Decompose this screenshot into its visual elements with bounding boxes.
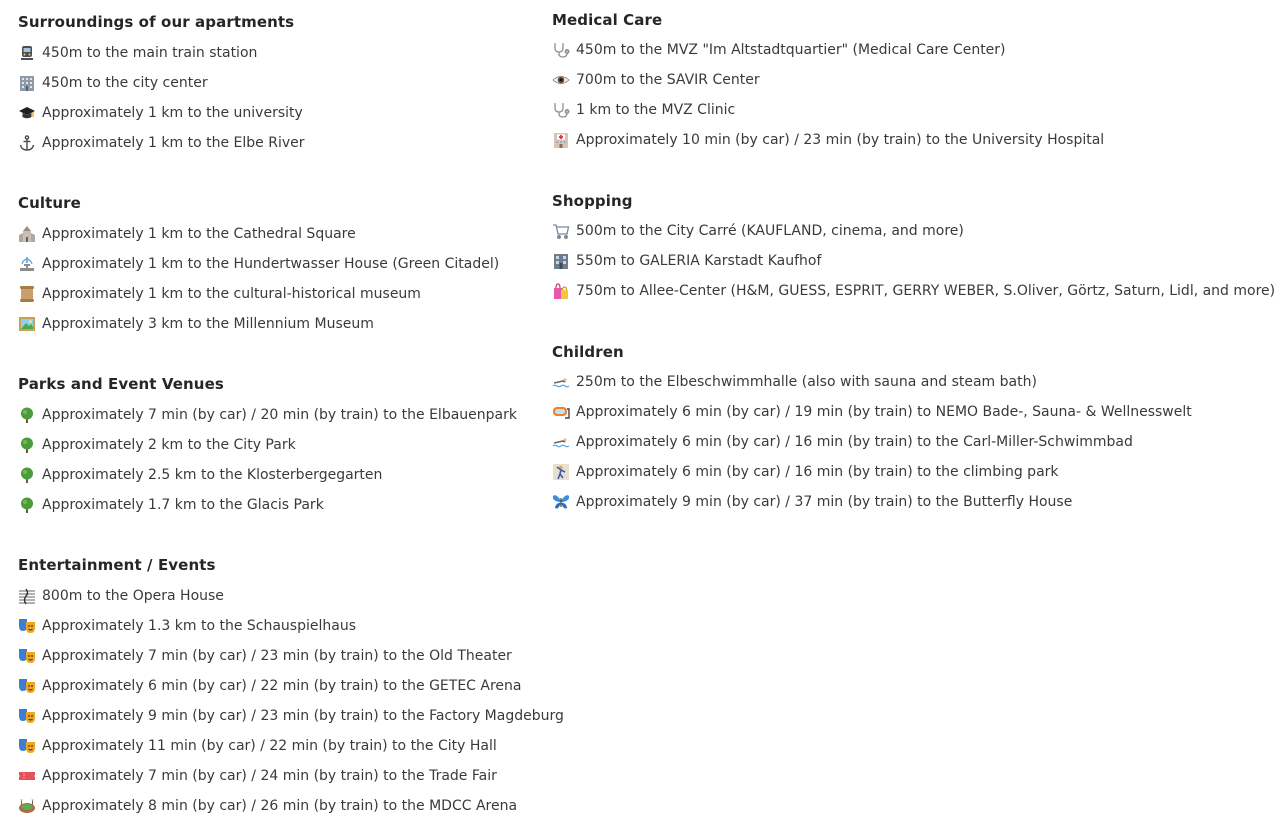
item-text: 800m to the Opera House <box>42 588 224 604</box>
item-text: Approximately 2.5 km to the Klosterbergegarten <box>42 467 383 483</box>
item-text: Approximately 6 min (by car) / 22 min (by train) to the GETEC Arena <box>42 678 522 694</box>
section-title: Entertainment / Events <box>18 556 216 574</box>
section-title: Medical Care <box>552 11 663 29</box>
butterfly-icon <box>552 493 570 511</box>
list-item <box>18 586 224 606</box>
list-item <box>552 281 1275 301</box>
section-children <box>552 342 1280 510</box>
section-title: Shopping <box>552 192 633 210</box>
section-culture <box>18 193 543 332</box>
section-parks <box>18 374 543 513</box>
item-text: Approximately 9 min (by car) / 37 min (by train) to the Butterfly House <box>576 494 1073 510</box>
item-text: 250m to the Elbeschwimmhalle (also with sauna and steam bath) <box>576 374 1037 390</box>
eye-icon <box>552 71 570 89</box>
list-item <box>18 314 374 334</box>
item-text: Approximately 1 km to the cultural-historical museum <box>42 286 421 302</box>
list-item <box>18 646 512 666</box>
list-item <box>18 706 564 726</box>
list-item <box>18 254 499 274</box>
list-item <box>18 736 497 756</box>
anchor-icon <box>18 134 36 152</box>
list-item <box>552 221 964 241</box>
item-text: Approximately 1 km to the university <box>42 105 303 121</box>
office-building-icon <box>18 74 36 92</box>
list-item <box>552 372 1037 392</box>
stadium-icon <box>18 797 36 815</box>
item-text: Approximately 7 min (by car) / 24 min (by train) to the Trade Fair <box>42 768 497 784</box>
list-item <box>18 103 303 123</box>
item-text: 450m to the MVZ "Im Altstadtquartier" (Medical Care Center) <box>576 42 1006 58</box>
section-surroundings <box>18 12 543 151</box>
stethoscope-icon <box>552 101 570 119</box>
list-item <box>18 495 324 515</box>
theater-masks-icon <box>18 737 36 755</box>
item-text: Approximately 7 min (by car) / 23 min (by train) to the Old Theater <box>42 648 512 664</box>
musical-score-icon <box>18 587 36 605</box>
tree-icon <box>18 496 36 514</box>
train-icon <box>18 44 36 62</box>
list-item <box>18 405 517 425</box>
item-text: Approximately 7 min (by car) / 20 min (by train) to the Elbauenpark <box>42 407 517 423</box>
list-item <box>18 766 497 786</box>
shopping-bags-icon <box>552 282 570 300</box>
item-text: 700m to the SAVIR Center <box>576 72 760 88</box>
item-text: 450m to the city center <box>42 75 208 91</box>
section-entertainment <box>18 555 564 814</box>
item-text: 1 km to the MVZ Clinic <box>576 102 736 118</box>
section-shopping <box>552 191 1280 299</box>
item-text: Approximately 1 km to the Cathedral Square <box>42 226 356 242</box>
church-icon <box>18 225 36 243</box>
ticket-icon <box>18 767 36 785</box>
item-text: Approximately 9 min (by car) / 23 min (by train) to the Factory Magdeburg <box>42 708 564 724</box>
fountain-icon <box>18 255 36 273</box>
graduation-cap-icon <box>18 104 36 122</box>
theater-masks-icon <box>18 677 36 695</box>
climber-icon <box>552 463 570 481</box>
hospital-icon <box>552 131 570 149</box>
item-text: Approximately 6 min (by car) / 16 min (by train) to the climbing park <box>576 464 1059 480</box>
theater-masks-icon <box>18 647 36 665</box>
list-item <box>18 284 421 304</box>
section-medical-care <box>552 10 1280 148</box>
item-text: Approximately 1.7 km to the Glacis Park <box>42 497 324 513</box>
list-item <box>552 40 1006 60</box>
list-item <box>18 224 356 244</box>
item-text: Approximately 6 min (by car) / 19 min (by train) to NEMO Bade-, Sauna- & Wellnesswelt <box>576 404 1192 420</box>
list-item <box>18 133 305 153</box>
list-item <box>552 402 1192 422</box>
list-item <box>18 465 382 485</box>
list-item <box>18 43 257 63</box>
item-text: Approximately 3 km to the Millennium Museum <box>42 316 374 332</box>
list-item <box>552 251 821 271</box>
list-item <box>552 462 1059 482</box>
item-text: 550m to GALERIA Karstadt Kaufhof <box>576 253 822 269</box>
section-title: Surroundings of our apartments <box>18 13 295 31</box>
list-item <box>18 616 356 636</box>
item-text: 450m to the main train station <box>42 45 258 61</box>
item-text: Approximately 10 min (by car) / 23 min (by train) to the University Hospital <box>576 132 1105 148</box>
list-item <box>18 676 522 696</box>
list-item <box>552 70 760 90</box>
list-item <box>552 432 1133 452</box>
swimmer-icon <box>552 433 570 451</box>
list-item <box>18 435 296 455</box>
scroll-icon <box>18 285 36 303</box>
item-text: Approximately 1 km to the Hundertwasser House (Green Citadel) <box>42 256 500 272</box>
list-item <box>18 73 208 93</box>
tree-icon <box>18 466 36 484</box>
theater-masks-icon <box>18 617 36 635</box>
section-title: Culture <box>18 194 81 212</box>
section-title: Children <box>552 343 624 361</box>
item-text: Approximately 8 min (by car) / 26 min (by train) to the MDCC Arena <box>42 798 518 814</box>
tree-icon <box>18 406 36 424</box>
item-text: Approximately 1 km to the Elbe River <box>42 135 305 151</box>
item-text: Approximately 11 min (by car) / 22 min (by train) to the City Hall <box>42 738 497 754</box>
list-item <box>552 100 735 120</box>
department-store-icon <box>552 252 570 270</box>
item-text: Approximately 6 min (by car) / 16 min (by train) to the Carl-Miller-Schwimmbad <box>576 434 1133 450</box>
theater-masks-icon <box>18 707 36 725</box>
shopping-cart-icon <box>552 222 570 240</box>
list-item <box>552 130 1104 150</box>
list-item <box>552 492 1072 512</box>
item-text: Approximately 2 km to the City Park <box>42 437 296 453</box>
swimmer-icon <box>552 373 570 391</box>
item-text: 500m to the City Carré (KAUFLAND, cinema, and more) <box>576 223 964 239</box>
section-title: Parks and Event Venues <box>18 375 224 393</box>
item-text: Approximately 1.3 km to the Schauspielhaus <box>42 618 356 634</box>
tree-icon <box>18 436 36 454</box>
stethoscope-icon <box>552 41 570 59</box>
diving-mask-icon <box>552 403 570 421</box>
item-text: 750m to Allee-Center (H&M, GUESS, ESPRIT, GERRY WEBER, S.Oliver, Görtz, Saturn, Lidl, and more) <box>576 283 1276 299</box>
framed-picture-icon <box>18 315 36 333</box>
list-item <box>18 796 517 816</box>
